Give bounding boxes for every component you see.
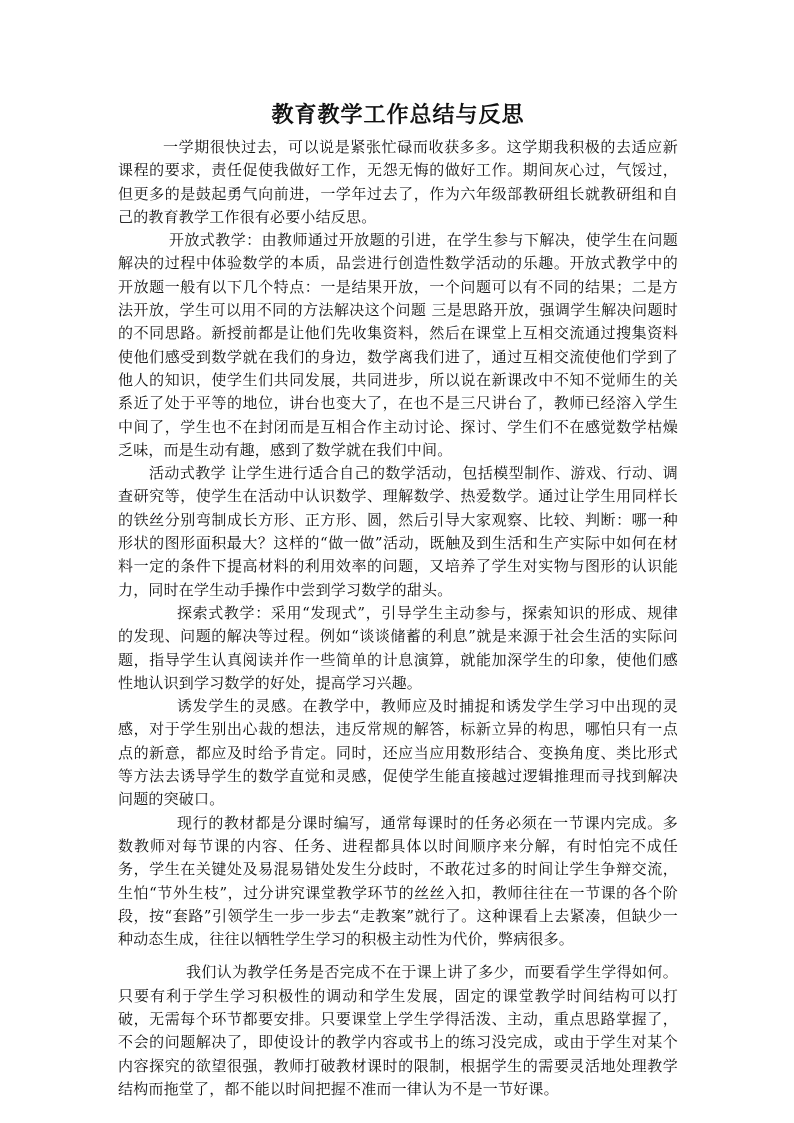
- document-title: 教育教学工作总结与反思: [271, 102, 525, 128]
- paragraph-activity-teaching: 活动式教学 让学生进行适合自己的数学活动，包括模型制作、游戏、行动、调查研究等，使学生在活动中认识数学、理解数学、热爱数学。通过让学生用同样长的铁丝分别弯制成长方形、正方形、圆，然后引导大家观察、比较、判断：哪一种形状的图形面积最大？这样的“做一做”活动，既触及到生活和生产实际中如何在材料一定的条件下提高材料的利用效率的问题，又培养了学生对实物与图形的认识能力，同时在学生动手操作中尝到学习数学的甜头。: [118, 464, 678, 599]
- paragraph-open-teaching: 开放式教学：由教师通过开放题的引进，在学生参与下解决，使学生在问题解决的过程中体验数学的本质，品尝进行创造性数学活动的乐趣。开放式教学中的开放题一般有以下几个特点：一是结果开放，一个问题可以有不同的结果；二是方法开放，学生可以用不同的方法解决这个问题 三是思路开放，强调学生解决问题时的不同思路。新授前都是让他们先收集资料，然后在课堂上互相交流通过搜集资料使他们感受到数学就在我们的身边，数学离我们进了，通过互相交流使他们学到了他人的知识，使学生们共同发展，共同进步，所以说在新课改中不知不觉师生的关系近了处于平等的地位，讲台也变大了，在也不是三尺讲台了，教师已经溶入学生中间了，学生也不在封闭而是互相合作主动讨论、探讨、学生们不在感觉数学枯燥乏味，而是生动有趣，感到了数学就在我们中间。: [118, 231, 678, 459]
- paragraph-conclusion: 我们认为教学任务是否完成不在于课上讲了多少，而要看学生学得如何。只要有利于学生学习积极性的调动和学生发展，固定的课堂教学时间结构可以打破，无需每个环节都要安排。只要课堂上学生学得活泼、主动，重点思路掌握了，不会的问题解决了，即使设计的教学内容或书上的练习没完成，或由于学生对某个内容探究的欲望很强，教师打破教材课时的限制，根据学生的需要灵活地处理教学结构而拖堂了，都不能以时间把握不准而一律认为不是一节好课。: [118, 963, 678, 1098]
- paragraph-exploration-teaching: 探索式教学：采用“发现式”，引导学生主动参与，探索知识的形成、规律的发现、问题的解决等过程。例如“谈谈储蓄的利息”就是来源于社会生活的实际问题，指导学生认真阅读并作一些简单的计息演算，就能加深学生的印象，使他们感性地认识到学习数学的好处，提高学习兴趣。: [118, 603, 678, 692]
- paragraph-gap: [118, 951, 678, 961]
- paragraph-inspiration: 诱发学生的灵感。在教学中，教师应及时捕捉和诱发学生学习中出现的灵感，对于学生别出心裁的想法，违反常规的解答，标新立异的构思，哪怕只有一点点的新意，都应及时给予肯定。同时，还应当应用数形结合、变换角度、类比形式等方法去诱导学生的数学直觉和灵感，促使学生能直接越过逻辑推理而寻找到解决问题的突破口。: [118, 697, 678, 809]
- document-page: [118, 100, 678, 1101]
- paragraph-intro: 一学期很快过去，可以说是紧张忙碌而收获多多。这学期我积极的去适应新课程的要求，责任促使我做好工作，无怨无悔的做好工作。期间灰心过，气馁过，但更多的是鼓起勇气向前进，一学年过去了，作为六年级部教研组长就教研组和自己的教育教学工作很有必要小结反思。: [118, 138, 678, 226]
- paragraph-current-textbook: 现行的教材都是分课时编写，通常每课时的任务必须在一节课内完成。多数教师对每节课的内容、任务、进程都具体以时间顺序来分解，有时怕完不成任务，学生在关键处及易混易错处发生分歧时，不敢花过多的时间让学生争辩交流，生怕“节外生枝”，过分讲究课堂教学环节的丝丝入扣，教师往往在一节课的各个阶段，按“套路”引领学生一步一步去“走教案”就行了。这种课看上去紧凑，但缺少一种动态生成，往往以牺牲学生学习的积极主动性为代价，弊病很多。: [118, 813, 678, 949]
